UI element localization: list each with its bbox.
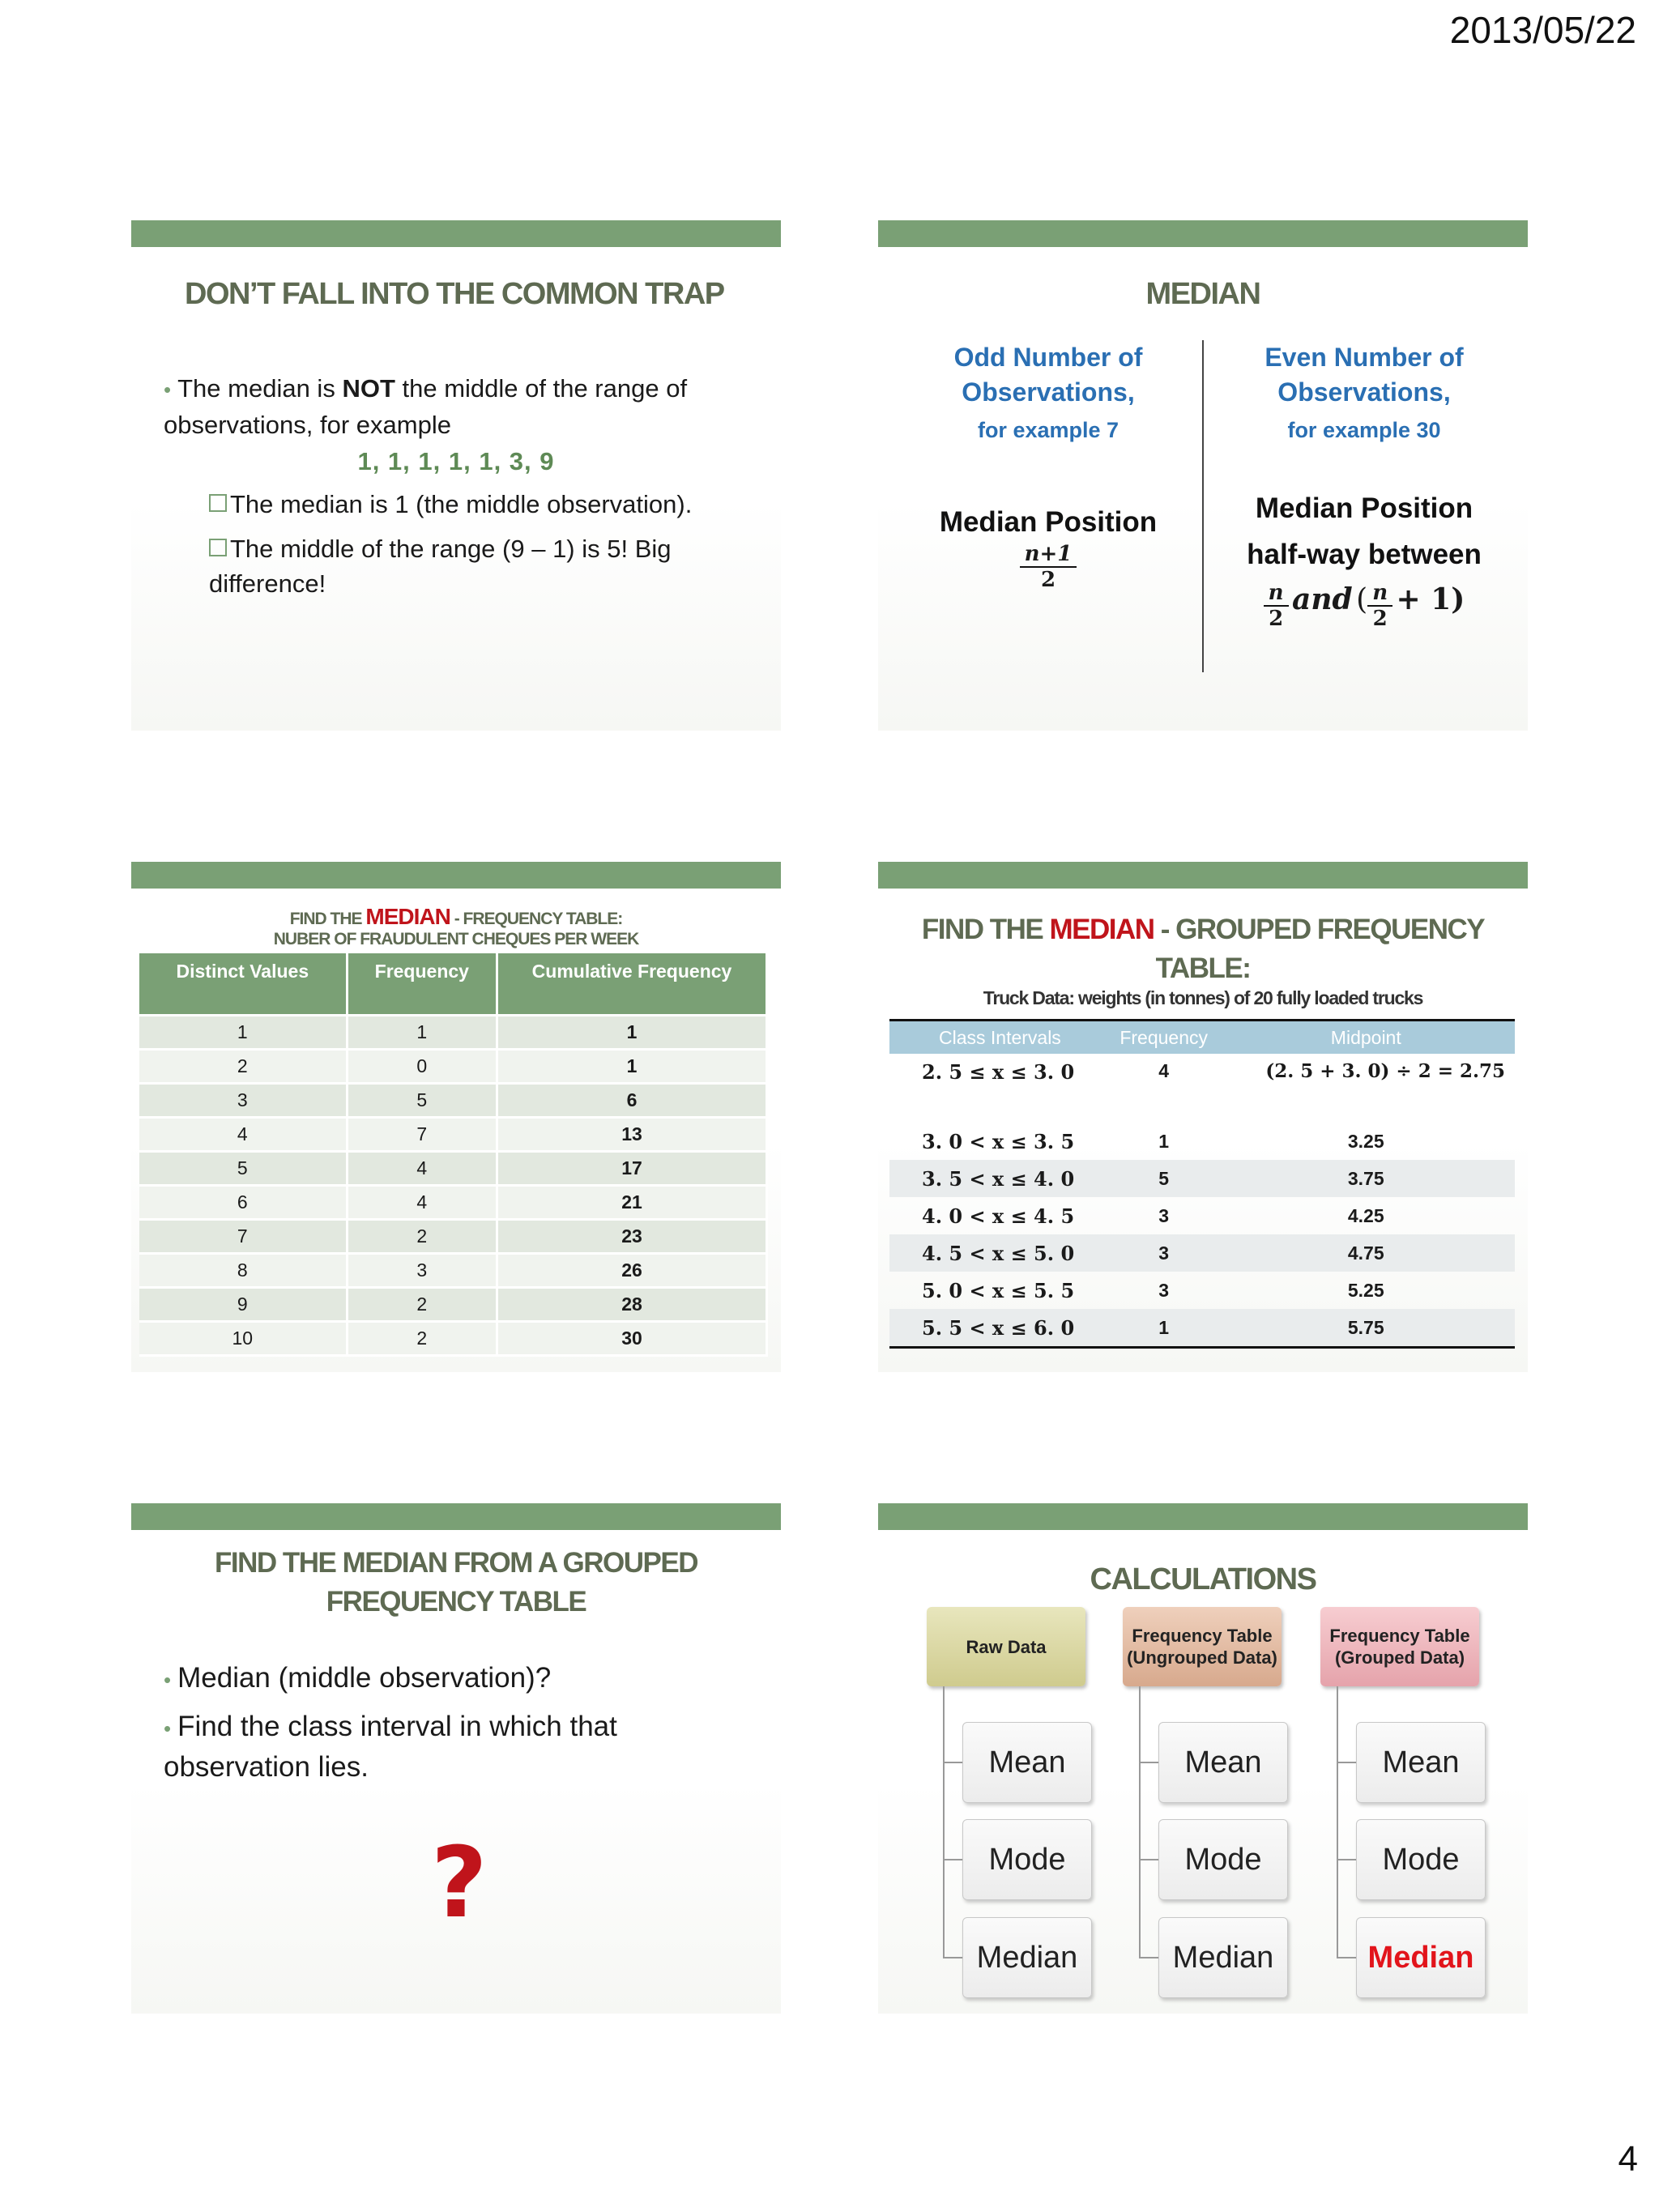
slide-calculations <box>878 1503 1528 2014</box>
checkbox-bullet-icon <box>209 539 227 556</box>
bullet-class-interval: • Find the class interval in which that observation lies. <box>164 1711 617 1783</box>
table-cell: 1 <box>1111 1309 1218 1346</box>
slide-accent-bar <box>878 220 1528 247</box>
table-cell: 8 <box>139 1255 348 1289</box>
slide-title: CALCULATIONS <box>1090 1562 1316 1596</box>
example-sequence: 1, 1, 1, 1, 1, 3, 9 <box>357 447 555 475</box>
table-cell: 1 <box>498 1016 768 1051</box>
table-row <box>889 1160 1515 1197</box>
slide-accent-bar <box>878 862 1528 889</box>
table-cell: 2 <box>348 1221 498 1255</box>
calc-mode-box: Mode <box>1158 1819 1288 1900</box>
slide-title <box>131 1544 781 1622</box>
tree-connector <box>1337 1686 1338 1957</box>
title-text: - GROUPED FREQUENCY TABLE: <box>1154 914 1485 984</box>
slide-subtitle: Truck Data: weights (in tonnes) of 20 fully loaded trucks <box>983 987 1423 1008</box>
tree-branch <box>1139 1859 1158 1860</box>
table-header-cell: Frequency <box>1111 1021 1218 1054</box>
table-cell: 6 <box>139 1187 348 1221</box>
odd-formula <box>902 542 1194 592</box>
tree-connector <box>1139 1686 1141 1957</box>
table-cell: 2 <box>348 1289 498 1323</box>
calc-mode-box: Mode <box>1356 1819 1486 1900</box>
calc-median-box: Median <box>1158 1917 1288 1998</box>
slide-accent-bar <box>131 862 781 889</box>
title-highlight: MEDIAN <box>1049 914 1154 945</box>
formula-and: and <box>1292 582 1353 617</box>
table-cell: 4. 0 < x ≤ 4. 5 <box>922 1204 1075 1228</box>
slide-accent-bar <box>878 1503 1528 1530</box>
formula-denominator: 2 <box>1040 568 1056 592</box>
table-row <box>139 1085 768 1119</box>
table-row <box>139 1289 768 1323</box>
table-cell: 7 <box>139 1221 348 1255</box>
table-cell: (2. 5 + 3. 0) ÷ 2 = 2.75 <box>1265 1060 1505 1082</box>
table-cell: 5 <box>139 1153 348 1187</box>
table-cell: 3.25 <box>1347 1130 1384 1152</box>
frequency-table <box>139 953 768 1357</box>
tree-connector <box>943 1686 945 1957</box>
slide-title <box>131 904 781 930</box>
table-cell: 4 <box>348 1153 498 1187</box>
table-cell: 5 <box>348 1085 498 1119</box>
column-divider <box>1202 340 1204 672</box>
table-row <box>889 1054 1515 1123</box>
slide-title <box>878 910 1528 988</box>
bullet-middle-observation: • Median (middle observation)? <box>164 1662 552 1694</box>
table-row <box>139 1119 768 1153</box>
slide-subtitle: NUBER OF FRAUDULENT CHEQUES PER WEEK <box>273 930 639 948</box>
table-row <box>139 1051 768 1085</box>
table-row <box>139 1221 768 1255</box>
table-cell: 1 <box>1158 1130 1170 1152</box>
title-highlight: MEDIAN <box>365 904 450 929</box>
page-number: 4 <box>1618 2139 1638 2179</box>
odd-example: for example 7 <box>977 418 1120 442</box>
table-cell: 5.25 <box>1347 1279 1384 1301</box>
ungrouped-table-box: Frequency Table (Ungrouped Data) <box>1123 1607 1282 1686</box>
even-heading: Even Number of Observations, <box>1265 343 1464 407</box>
table-row <box>889 1272 1515 1309</box>
bullet-text: Find the class interval in which that observation lies. <box>164 1711 617 1783</box>
table-cell: 4 <box>1158 1060 1170 1081</box>
slide-accent-bar <box>131 220 781 247</box>
table-cell: 1 <box>498 1051 768 1085</box>
bullet-emphasis: NOT <box>342 374 395 403</box>
calc-mode-box: Mode <box>962 1819 1092 1900</box>
grouped-table-box: Frequency Table (Grouped Data) <box>1320 1607 1479 1686</box>
sub-bullet-median <box>209 490 692 519</box>
slide-grouped-frequency-table <box>878 862 1528 1372</box>
bullet-text: The median is <box>177 374 343 403</box>
slide-frequency-table <box>131 862 781 1372</box>
table-cell: 4.25 <box>1347 1204 1384 1226</box>
table-header-cell: Midpoint <box>1218 1021 1515 1054</box>
table-cell: 3 <box>139 1085 348 1119</box>
slide-title: DON’T FALL INTO THE COMMON TRAP <box>185 277 724 311</box>
formula-plus-one: + 1) <box>1396 582 1465 617</box>
odd-median-position: Median Position <box>939 506 1158 538</box>
table-cell: 3 <box>348 1255 498 1289</box>
even-median-position: Median Position <box>1255 492 1473 524</box>
bullet-text: the middle of the range of observations, for example <box>164 374 688 439</box>
table-cell: 4. 5 < x ≤ 5. 0 <box>889 1234 1111 1272</box>
calc-median-box: Median <box>962 1917 1092 1998</box>
table-row <box>139 1187 768 1221</box>
table-cell: 30 <box>498 1323 768 1357</box>
table-row <box>889 1309 1515 1346</box>
slide-median-position <box>878 220 1528 731</box>
question-mark-icon: ? <box>431 1827 488 1940</box>
table-row <box>889 1234 1515 1272</box>
tree-branch <box>943 1859 962 1860</box>
tree-branch <box>1337 1762 1356 1763</box>
slide-common-trap <box>131 220 781 731</box>
even-example: for example 30 <box>1287 418 1441 442</box>
table-cell: 21 <box>498 1187 768 1221</box>
table-cell: 3. 0 < x ≤ 3. 5 <box>922 1129 1075 1153</box>
odd-heading: Odd Number of Observations, <box>953 343 1143 407</box>
even-formula <box>1210 581 1518 631</box>
table-cell: 10 <box>139 1323 348 1357</box>
table-cell: 4 <box>348 1187 498 1221</box>
table-cell: 0 <box>348 1051 498 1085</box>
table-cell: 28 <box>498 1289 768 1323</box>
date-header: 2013/05/22 <box>1449 9 1636 51</box>
table-header-cell: Frequency <box>348 953 498 1016</box>
calc-mean-box: Mean <box>962 1722 1092 1803</box>
tree-branch <box>943 1957 962 1958</box>
table-row <box>139 1255 768 1289</box>
formula-denominator: 2 <box>1269 607 1284 631</box>
table-cell: 2. 5 ≤ x ≤ 3. 0 <box>922 1060 1075 1084</box>
table-row <box>139 1016 768 1051</box>
tree-branch <box>1337 1859 1356 1860</box>
table-cell: 5 <box>1111 1160 1218 1197</box>
tree-branch <box>1139 1762 1158 1763</box>
table-row <box>139 1153 768 1187</box>
sub-bullet-text: The median is 1 (the middle observation). <box>230 490 693 518</box>
calc-mean-box: Mean <box>1158 1722 1288 1803</box>
formula-denominator: 2 <box>1372 607 1388 631</box>
table-cell: 4 <box>139 1119 348 1153</box>
table-cell: 3. 5 < x ≤ 4. 0 <box>889 1160 1111 1197</box>
table-cell: 6 <box>498 1085 768 1119</box>
raw-data-box: Raw Data <box>927 1607 1085 1686</box>
checkbox-bullet-icon <box>209 494 227 512</box>
table-cell: 17 <box>498 1153 768 1187</box>
table-cell: 23 <box>498 1221 768 1255</box>
table-cell: 3 <box>1111 1234 1218 1272</box>
slide-accent-bar <box>131 1503 781 1530</box>
tree-branch <box>1139 1957 1158 1958</box>
formula-paren: ( <box>1356 583 1368 617</box>
table-cell: 7 <box>348 1119 498 1153</box>
title-text: FIND THE <box>289 910 366 928</box>
tree-branch <box>1337 1957 1356 1958</box>
table-cell: 13 <box>498 1119 768 1153</box>
table-cell: 1 <box>139 1016 348 1051</box>
sub-bullet-range <box>209 531 727 601</box>
bullet-median-not-middle: • The median is NOT the middle of the range of observations, for example <box>164 374 688 439</box>
formula-numerator: n <box>1367 581 1392 607</box>
table-cell: 2 <box>348 1323 498 1357</box>
even-column <box>1210 340 1518 631</box>
table-header-cell: Distinct Values <box>139 953 348 1016</box>
table-header-cell: Class Intervals <box>889 1021 1111 1054</box>
bullet-text: Median (middle observation)? <box>177 1662 552 1694</box>
calc-mean-box: Mean <box>1356 1722 1486 1803</box>
slide-title: MEDIAN <box>1145 277 1260 311</box>
title-text: - FREQUENCY TABLE: <box>450 910 623 928</box>
table-cell: 26 <box>498 1255 768 1289</box>
formula-numerator: n <box>1264 581 1289 607</box>
tree-branch <box>943 1762 962 1763</box>
title-text: FIND THE <box>921 914 1050 945</box>
calc-median-box: Median <box>1356 1917 1486 1998</box>
table-cell: 9 <box>139 1289 348 1323</box>
table-cell: 3 <box>1158 1279 1170 1301</box>
table-cell: 5. 0 < x ≤ 5. 5 <box>922 1278 1075 1302</box>
table-row <box>889 1197 1515 1234</box>
sub-bullet-text: The middle of the range (9 – 1) is 5! Big difference! <box>209 535 672 598</box>
table-row <box>889 1123 1515 1160</box>
table-header-cell: Cumulative Frequency <box>498 953 768 1016</box>
table-cell: 3 <box>1158 1204 1170 1226</box>
table-cell: 5. 5 < x ≤ 6. 0 <box>889 1309 1111 1346</box>
formula-numerator: n+1 <box>1020 542 1077 568</box>
odd-column <box>902 340 1194 592</box>
grouped-frequency-table <box>889 1019 1515 1349</box>
even-half-way: half-way between <box>1247 539 1482 570</box>
slide-grouped-median <box>131 1503 781 2014</box>
table-row <box>139 1323 768 1357</box>
table-cell: 4.75 <box>1218 1234 1515 1272</box>
table-cell: 5.75 <box>1218 1309 1515 1346</box>
title-text: FIND THE MEDIAN FROM A GROUPED FREQUENCY TABLE <box>214 1547 697 1617</box>
table-cell: 1 <box>348 1016 498 1051</box>
table-cell: 2 <box>139 1051 348 1085</box>
table-cell: 3.75 <box>1218 1160 1515 1197</box>
